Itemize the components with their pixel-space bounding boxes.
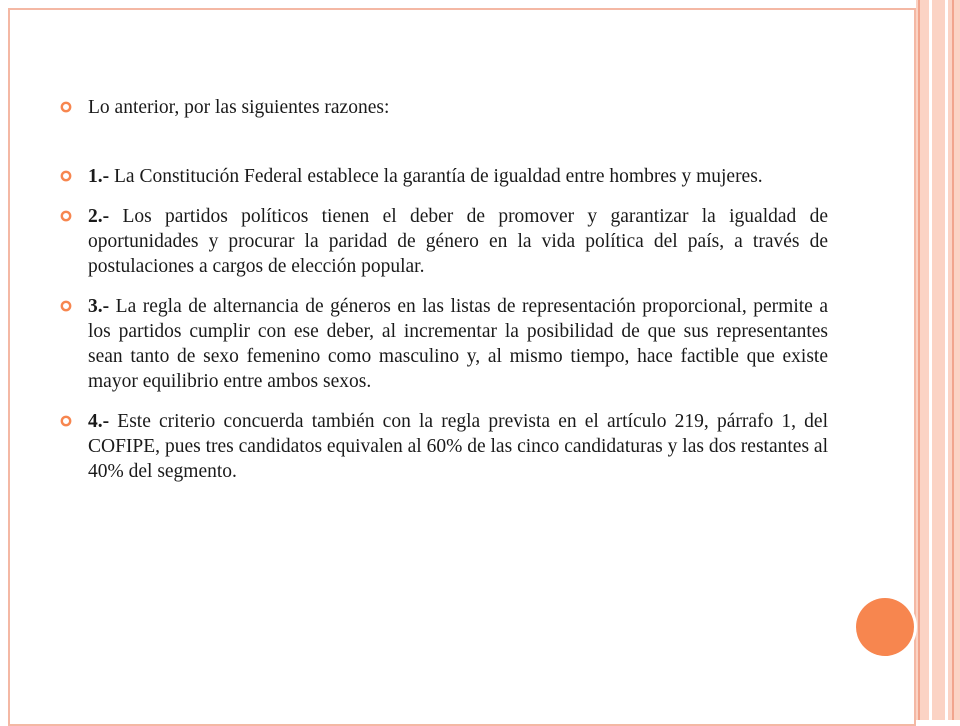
list-item-body: Este criterio concuerda también con la regla prevista en el artículo 219, párrafo 1, del COFIPE, pues tres candidatos equivalen al 60% de las cinco candidaturas y las dos restantes al 40% del segmento.: [88, 411, 828, 482]
orange-circle-decoration: [856, 598, 914, 656]
list-item-body: La regla de alternancia de géneros en las listas de representación proporcional, permite a los partidos cumplir con ese deber, al incrementar la posibilidad de que sus representantes sean tanto de sexo femenino como masculino y, al mismo tiempo, hace factible que existe mayor equilibrio entre ambos sexos.: [88, 296, 828, 392]
bullet-icon: [60, 210, 72, 222]
bullet-icon: [60, 101, 72, 113]
side-stripe: [952, 0, 954, 720]
list-item-text: [88, 164, 828, 189]
intro-text: Lo anterior, por las siguientes razones:: [88, 97, 390, 118]
bullet-icon: [60, 170, 72, 182]
bullet-icon: [60, 300, 72, 312]
side-stripe: [929, 0, 932, 720]
intro-item: [60, 95, 828, 120]
list-item-number: 4.-: [88, 411, 110, 432]
list-item: [60, 164, 828, 189]
list-item-number: 3.-: [88, 296, 110, 317]
list-item-body: La Constitución Federal establece la garantía de igualdad entre hombres y mujeres.: [114, 166, 763, 187]
side-stripe: [918, 0, 920, 720]
list-item-number: 2.-: [88, 206, 110, 227]
list-item-text: [88, 294, 828, 394]
slide-content: [60, 95, 828, 484]
side-decoration-band: [916, 0, 960, 720]
side-stripe: [945, 0, 948, 720]
list-item: [60, 409, 828, 484]
list-item-text: [88, 409, 828, 484]
list-item: [60, 294, 828, 394]
bullet-icon: [60, 415, 72, 427]
list-item: [60, 204, 828, 279]
list-item-number: 1.-: [88, 166, 110, 187]
list-item-text: [88, 204, 828, 279]
list-item-body: Los partidos políticos tienen el deber de promover y garantizar la igualdad de oportunidades y procurar la paridad de género en la vida política del país, a través de postulaciones a cargos de elección popular.: [88, 206, 829, 277]
